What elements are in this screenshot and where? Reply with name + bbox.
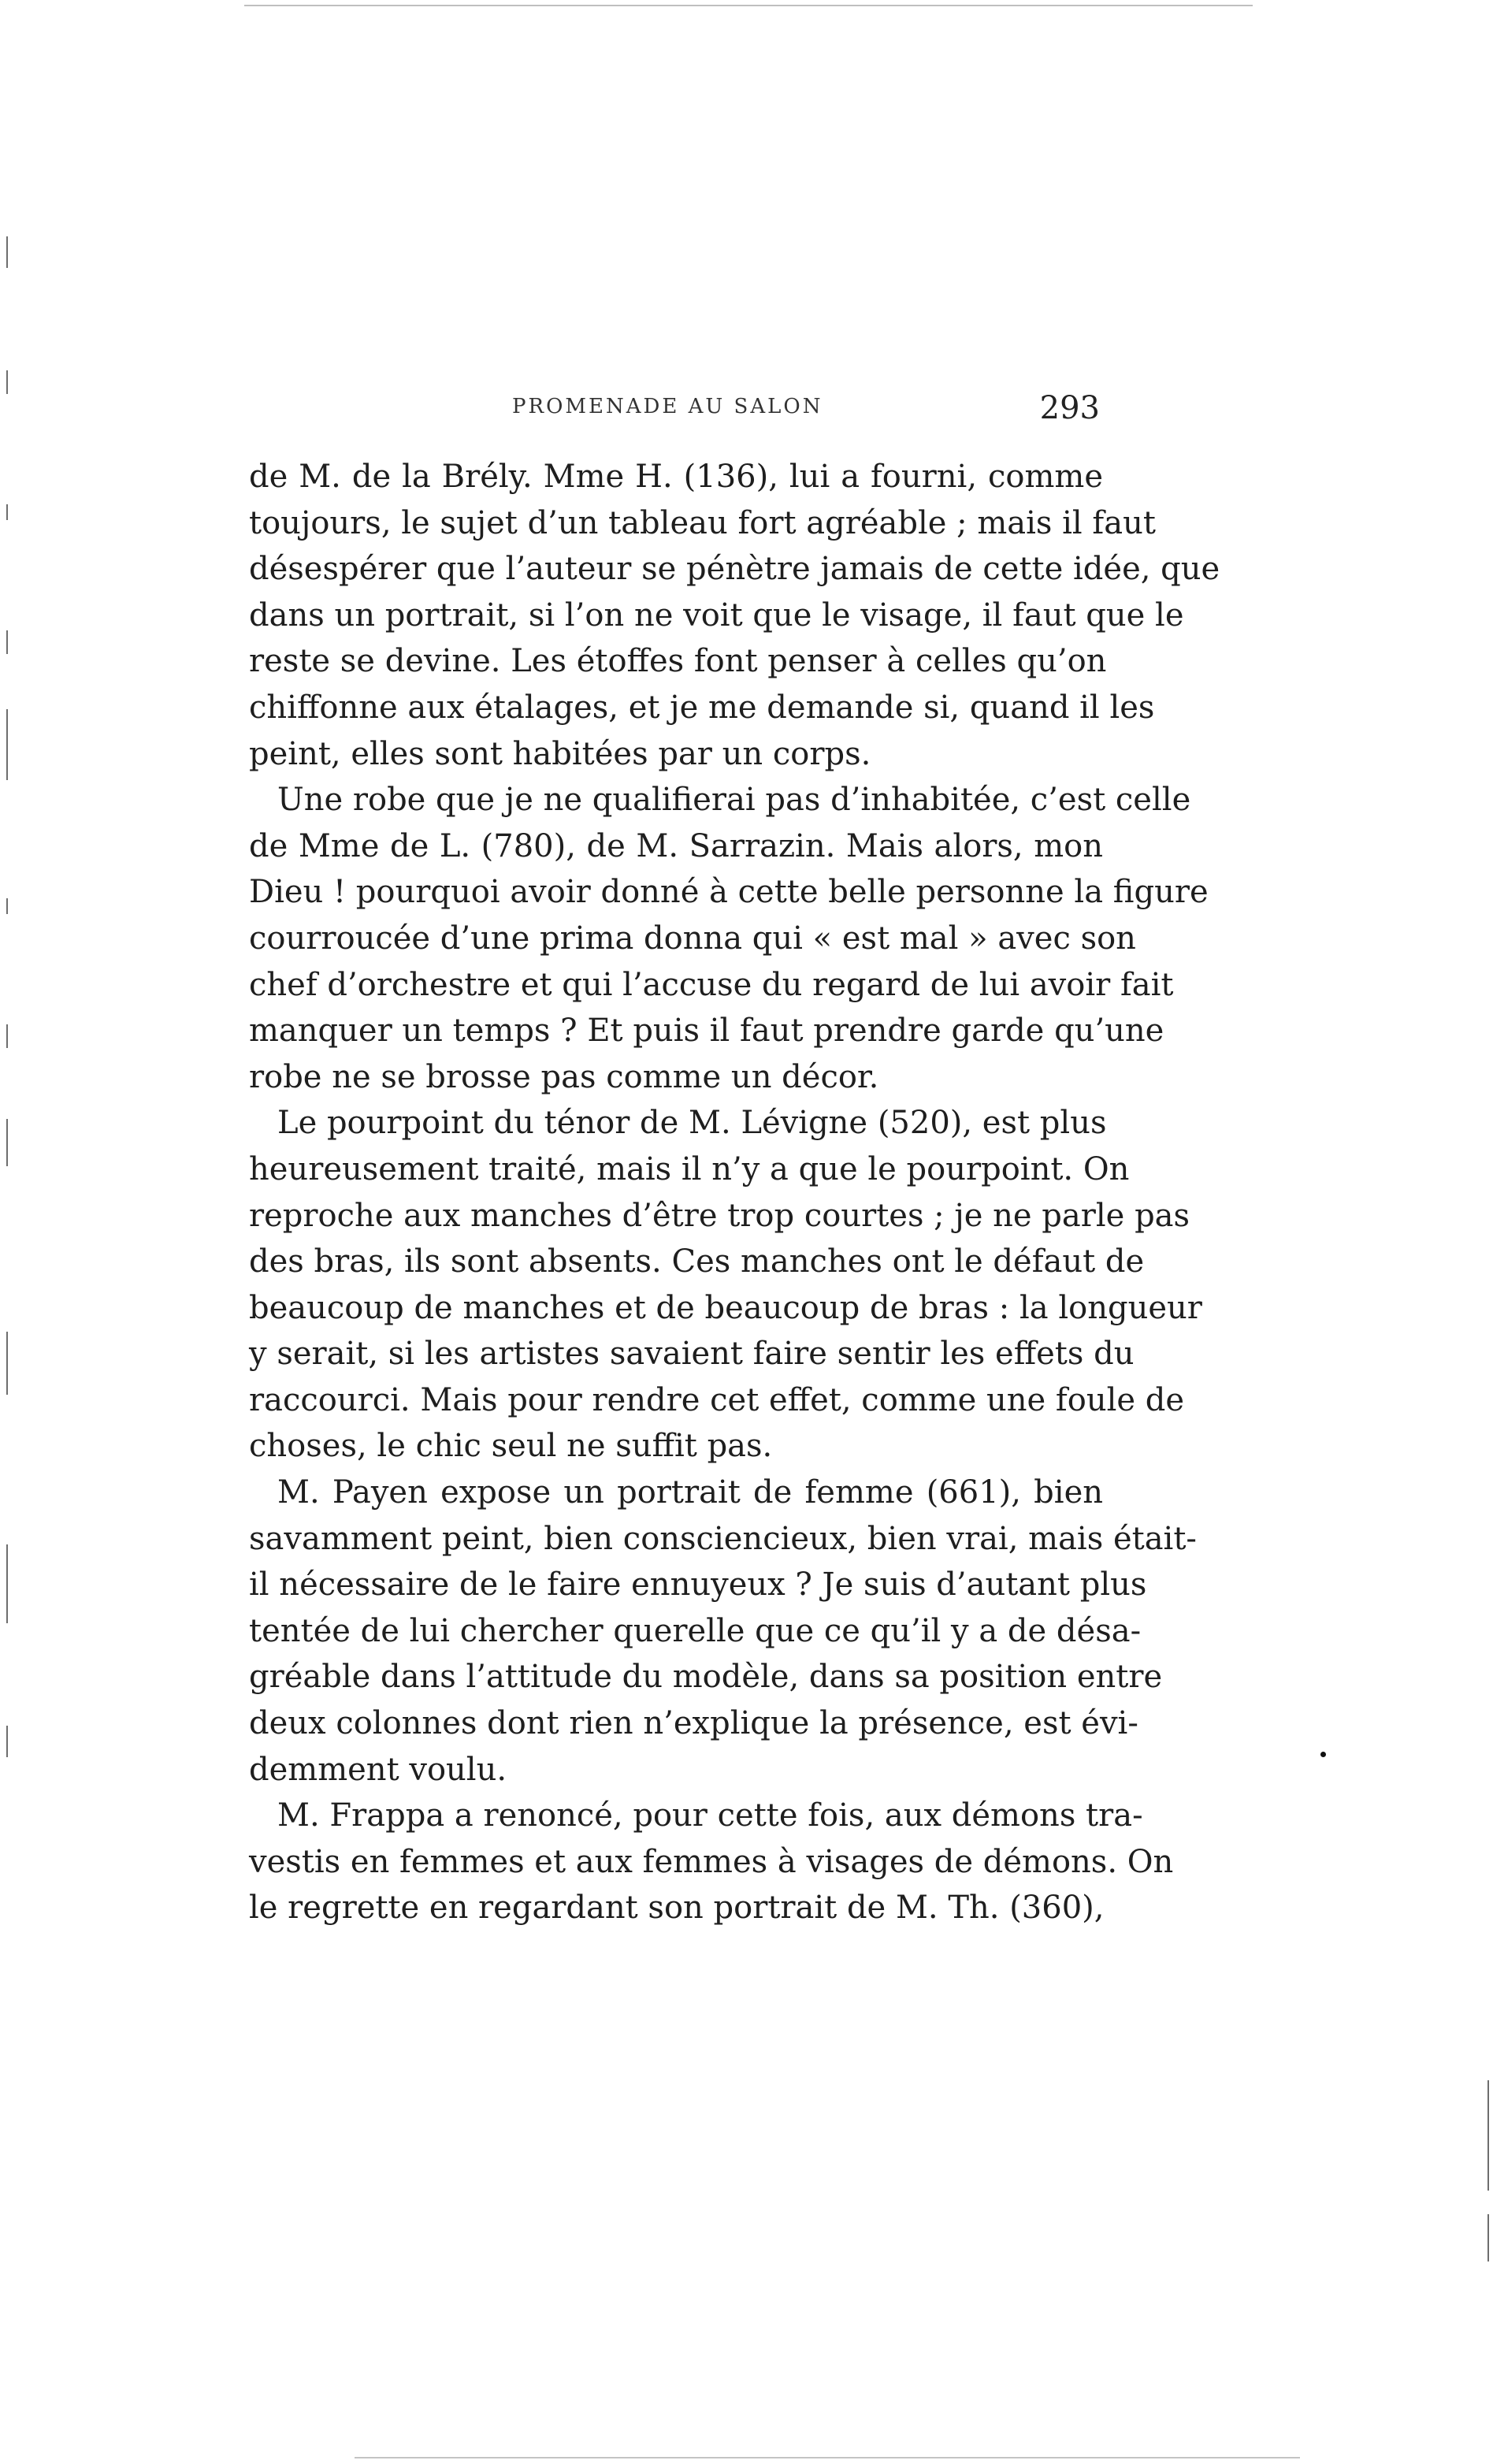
margin-mark	[6, 630, 8, 654]
text-line: deux colonnes dont rien n’explique la présence, est évi-	[249, 1705, 1138, 1742]
text-line: heureusement traité, mais il n’y a que le pourpoint. On	[249, 1150, 1130, 1187]
scan-artifact-bottom	[355, 2457, 1300, 2458]
margin-mark	[6, 709, 8, 780]
text-line: reste se devine. Les étoffes font penser à celles qu’on	[249, 643, 1107, 680]
text-line: gréable dans l’attitude du modèle, dans sa position entre	[249, 1659, 1163, 1696]
text-line: y serait, si les artistes savaient faire sentir les effets du	[249, 1336, 1135, 1373]
text-line: M. Frappa a renoncé, pour cette fois, aux démons tra-	[277, 1797, 1143, 1834]
text-line: chiffonne aux étalages, et je me demande si, quand il les	[249, 689, 1155, 726]
margin-mark	[6, 1332, 8, 1395]
text-line: toujours, le sujet d’un tableau fort agréable ; mais il faut	[249, 504, 1156, 541]
page-number: 293	[1039, 390, 1100, 426]
margin-mark	[6, 1544, 8, 1623]
margin-mark	[6, 1024, 8, 1048]
margin-mark	[6, 236, 8, 268]
text-line: choses, le chic seul ne suffit pas.	[249, 1428, 773, 1465]
ink-speck	[1320, 1752, 1326, 1757]
text-line: dans un portrait, si l’on ne voit que le visage, il faut que le	[249, 596, 1184, 634]
text-line: manquer un temps ? Et puis il faut prendre garde qu’une	[249, 1013, 1164, 1050]
margin-mark	[6, 504, 8, 520]
text-line: de M. de la Brély. Mme H. (136), lui a fourni, comme	[249, 459, 1103, 495]
text-line: Le pourpoint du ténor de M. Lévigne (520), est plus	[277, 1105, 1107, 1142]
margin-mark	[6, 1726, 8, 1757]
text-line: peint, elles sont habitées par un corps.	[249, 735, 871, 772]
margin-mark	[6, 898, 8, 914]
text-line: désespérer que l’auteur se pénètre jamais de cette idée, que	[249, 551, 1220, 588]
text-line: il nécessaire de le faire ennuyeux ? Je suis d’autant plus	[249, 1566, 1147, 1604]
body-text	[249, 454, 1220, 1931]
margin-mark	[6, 1119, 8, 1166]
margin-mark	[1487, 2080, 1489, 2191]
text-line: tentée de lui chercher querelle que ce qu’il y a de désa-	[249, 1612, 1142, 1649]
margin-mark	[6, 370, 8, 394]
text-line: demment voulu.	[249, 1751, 507, 1788]
text-line: vestis en femmes et aux femmes à visages de démons. On	[249, 1843, 1174, 1880]
text-line: courroucée d’une prima donna qui « est mal » avec son	[249, 920, 1136, 957]
running-title: PROMENADE AU SALON	[512, 395, 823, 418]
text-line: reproche aux manches d’être trop courtes ; je ne parle pas	[249, 1197, 1190, 1234]
text-line: de Mme de L. (780), de M. Sarrazin. Mais alors, mon	[249, 827, 1103, 864]
text-line: robe ne se brosse pas comme un décor.	[249, 1058, 879, 1095]
text-line: beaucoup de manches et de beaucoup de bras : la longueur	[249, 1289, 1202, 1326]
text-line: le regrette en regardant son portrait de M. Th. (360),	[249, 1890, 1105, 1927]
text-line: raccourci. Mais pour rendre cet effet, comme une foule de	[249, 1381, 1185, 1418]
margin-mark	[1487, 2214, 1489, 2261]
text-line: M. Payen expose un portrait de femme (661), bien	[277, 1474, 1103, 1511]
scan-artifact-top	[244, 5, 1253, 6]
text-line: savamment peint, bien consciencieux, bien vrai, mais était-	[249, 1520, 1197, 1557]
text-line: chef d’orchestre et qui l’accuse du regard de lui avoir fait	[249, 966, 1174, 1003]
text-line: Dieu ! pourquoi avoir donné à cette belle personne la figure	[249, 874, 1209, 911]
page-header	[249, 390, 1103, 429]
text-line: Une robe que je ne qualifierai pas d’inhabitée, c’est celle	[277, 782, 1191, 819]
text-line: des bras, ils sont absents. Ces manches ont le défaut de	[249, 1243, 1145, 1280]
